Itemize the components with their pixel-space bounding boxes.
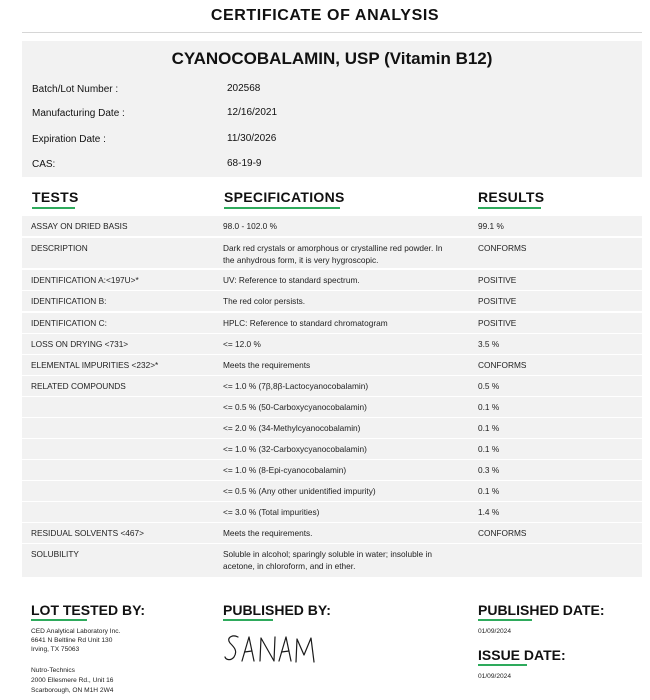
test-name: IDENTIFICATION A:<197U>* <box>31 275 139 285</box>
table-row <box>22 502 642 522</box>
test-specification: The red color persists. <box>223 296 306 306</box>
lab2-address: 2000 Ellesmere Rd., Unit 16 <box>31 677 114 684</box>
test-specification: HPLC: Reference to standard chromatogram <box>223 318 388 328</box>
lab2-name: Nutro-Technics <box>31 667 75 674</box>
table-row <box>22 313 642 333</box>
published-by-underline <box>223 619 273 621</box>
test-name: SOLUBILITY <box>31 549 79 559</box>
test-name: LOSS ON DRYING <731> <box>31 339 129 349</box>
test-result: 0.1 % <box>478 402 500 412</box>
test-specification: 98.0 - 102.0 % <box>223 221 277 231</box>
lab1-address: 6641 N Beltline Rd Unit 130 <box>31 637 113 644</box>
published-date-value: 01/09/2024 <box>478 628 512 635</box>
test-specification: Meets the requirements. <box>223 528 313 538</box>
title-divider <box>22 32 642 33</box>
manufacturing-date-label: Manufacturing Date : <box>32 108 125 119</box>
lot-tested-by-heading: LOT TESTED BY: <box>31 602 146 618</box>
test-specification: Meets the requirements <box>223 360 311 370</box>
issue-date-value: 01/09/2024 <box>478 673 512 680</box>
signature-image <box>224 633 320 667</box>
table-row <box>22 355 642 375</box>
tests-header: TESTS <box>32 189 79 205</box>
tests-header-underline <box>32 207 75 209</box>
published-by-heading: PUBLISHED BY: <box>223 602 331 618</box>
test-result: 0.1 % <box>478 486 500 496</box>
test-specification: <= 12.0 % <box>223 339 261 349</box>
test-result: 0.1 % <box>478 444 500 454</box>
table-row <box>22 291 642 311</box>
expiration-date-label: Expiration Date : <box>32 134 106 145</box>
test-result: 0.3 % <box>478 465 500 475</box>
table-row <box>22 544 642 577</box>
batch-lot-value: 202568 <box>227 83 261 94</box>
test-specification: <= 1.0 % (32-Carboxycyanocobalamin) <box>223 444 367 454</box>
table-row <box>22 460 642 480</box>
specifications-header: SPECIFICATIONS <box>224 189 345 205</box>
published-date-underline <box>478 619 532 621</box>
manufacturing-date-value: 12/16/2021 <box>227 107 278 118</box>
test-result: 1.4 % <box>478 507 500 517</box>
batch-lot-label: Batch/Lot Number : <box>32 84 119 95</box>
table-row <box>22 376 642 396</box>
results-header: RESULTS <box>478 189 545 205</box>
test-result: POSITIVE <box>478 275 517 285</box>
test-name: DESCRIPTION <box>31 243 88 253</box>
test-result: 0.1 % <box>478 423 500 433</box>
table-row <box>22 270 642 290</box>
test-specification: <= 3.0 % (Total impurities) <box>223 507 320 517</box>
results-header-underline <box>478 207 541 209</box>
specifications-header-underline <box>224 207 340 209</box>
test-name: RELATED COMPOUNDS <box>31 381 126 391</box>
table-row <box>22 418 642 438</box>
product-name: CYANOCOBALAMIN, USP (Vitamin B12) <box>171 49 493 68</box>
test-result: POSITIVE <box>478 318 517 328</box>
issue-date-underline <box>478 664 527 666</box>
product-info-panel <box>22 41 642 177</box>
table-row <box>22 216 642 236</box>
test-specification: Soluble in alcohol; sparingly soluble in water; insoluble in acetone, in chloroform, and in ether. <box>223 549 432 571</box>
table-row <box>22 334 642 354</box>
cas-label: CAS: <box>32 159 56 170</box>
document-title: CERTIFICATE OF ANALYSIS <box>210 7 440 24</box>
expiration-date-value: 11/30/2026 <box>227 133 277 144</box>
test-result: CONFORMS <box>478 360 527 370</box>
table-row <box>22 439 642 459</box>
test-specification: <= 1.0 % (7β,8β-Lactocyanocobalamin) <box>223 381 369 391</box>
test-result: 3.5 % <box>478 339 500 349</box>
test-name: RESIDUAL SOLVENTS <467> <box>31 528 144 538</box>
lab1-city: Irving, TX 75063 <box>31 646 80 653</box>
lab2-city: Scarborough, ON M1H 2W4 <box>31 687 114 694</box>
lot-tested-by-underline <box>31 619 87 621</box>
test-name: IDENTIFICATION B: <box>31 296 107 306</box>
table-row <box>22 397 642 417</box>
test-result: 99.1 % <box>478 221 504 231</box>
table-row <box>22 523 642 543</box>
test-name: IDENTIFICATION C: <box>31 318 107 328</box>
test-specification: <= 1.0 % (8-Epi-cyanocobalamin) <box>223 465 347 475</box>
issue-date-heading: ISSUE DATE: <box>478 647 566 663</box>
published-date-heading: PUBLISHED DATE: <box>478 602 605 618</box>
test-specification: <= 2.0 % (34-Methylcyanocobalamin) <box>223 423 361 433</box>
test-result: CONFORMS <box>478 243 527 253</box>
test-result: POSITIVE <box>478 296 517 306</box>
test-name: ELEMENTAL IMPURITIES <232>* <box>31 360 159 370</box>
test-specification: <= 0.5 % (Any other unidentified impurity) <box>223 486 376 496</box>
test-name: ASSAY ON DRIED BASIS <box>31 221 128 231</box>
table-row <box>22 481 642 501</box>
test-specification: Dark red crystals or amorphous or crystalline red powder. In the anhydrous form, it is very hygroscopic. <box>223 243 443 265</box>
test-specification: <= 0.5 % (50-Carboxycyanocobalamin) <box>223 402 367 412</box>
test-result: 0.5 % <box>478 381 500 391</box>
lab1-name: CED Analytical Laboratory Inc. <box>31 628 121 635</box>
table-row <box>22 238 642 268</box>
test-specification: UV: Reference to standard spectrum. <box>223 275 360 285</box>
cas-value: 68-19-9 <box>227 158 262 169</box>
test-result: CONFORMS <box>478 528 527 538</box>
